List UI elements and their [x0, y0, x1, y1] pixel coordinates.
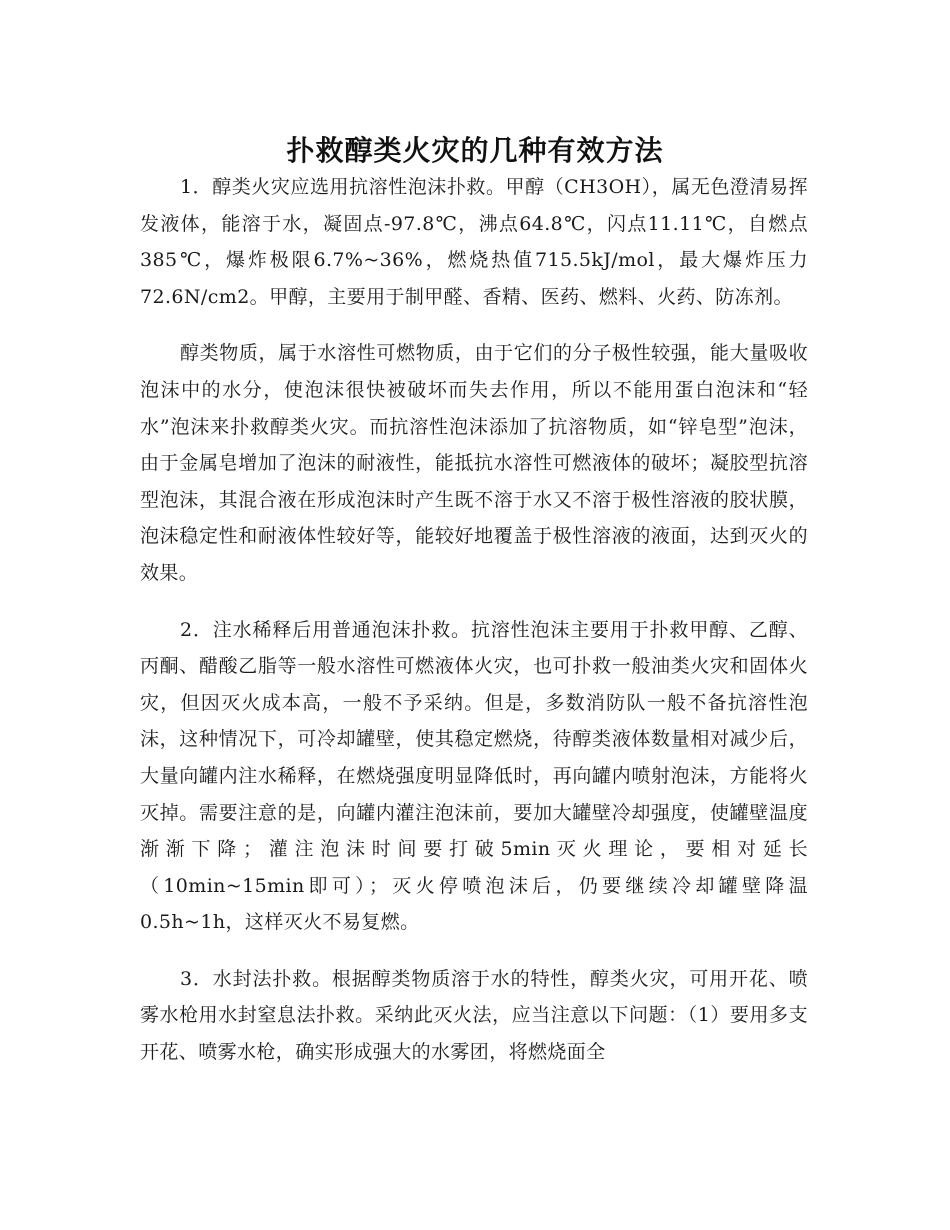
document-body	[140, 169, 808, 1071]
paragraph-1-alcohol-resistant-foam: 1．醇类火灾应选用抗溶性泡沫扑救。甲醇（CH3OH），属无色澄清易挥发液体，能溶于水，凝固点-97.8℃，沸点64.8℃，闪点11.11℃，自燃点385℃，爆炸极限6.7%~36%，燃烧热值715.5kJ/mol，最大爆炸压力72.6N/cm2。甲醇，主要用于制甲醛、香精、医药、燃料、火药、防冻剂。	[140, 176, 808, 308]
paragraph-3-water-dilution: 2．注水稀释后用普通泡沫扑救。抗溶性泡沫主要用于扑救甲醇、乙醇、丙酮、醋酸乙脂等一般水溶性可燃液体火灾，也可扑救一般油类火灾和固体火灾，但因灭火成本高，一般不予采纳。但是，多数消防队一般不备抗溶性泡沫，这种情况下，可冷却罐壁，使其稳定燃烧，待醇类液体数量相对减少后，大量向罐内注水稀释，在燃烧强度明显降低时，再向罐内喷射泡沫，方能将火灭掉。需要注意的是，向罐内灌注泡沫前，要加大罐壁冷却强度，使罐壁温度渐渐下降；灌注泡沫时间要打破5min灭火理论，要相对延长（10min~15min即可）；灭火停喷泡沫后，仍要继续冷却罐壁降温0.5h~1h，这样灭火不易复燃。	[140, 618, 808, 934]
paragraph-4-water-seal: 3．水封法扑救。根据醇类物质溶于水的特性，醇类火灾，可用开花、喷雾水枪用水封窒息法扑救。采纳此灭火法，应当注意以下问题：（1）要用多支开花、喷雾水枪，确实形成强大的水雾团，将燃烧面全	[140, 967, 808, 1064]
paragraph-2-alcohol-properties: 醇类物质，属于水溶性可燃物质，由于它们的分子极性较强，能大量吸收泡沫中的水分，使泡沫很快被破坏而失去作用，所以不能用蛋白泡沫和“轻水”泡沫来扑救醇类火灾。而抗溶性泡沫添加了抗溶物质，如“锌皂型”泡沫，由于金属皂增加了泡沫的耐液性，能抵抗水溶性可燃液体的破坏；凝胶型抗溶型泡沫，其混合液在形成泡沫时产生既不溶于水又不溶于极性溶液的胶状膜，泡沫稳定性和耐液体性较好等，能较好地覆盖于极性溶液的液面，达到灭火的效果。	[140, 342, 808, 584]
document-title: 扑救醇类火灾的几种有效方法	[286, 133, 664, 167]
